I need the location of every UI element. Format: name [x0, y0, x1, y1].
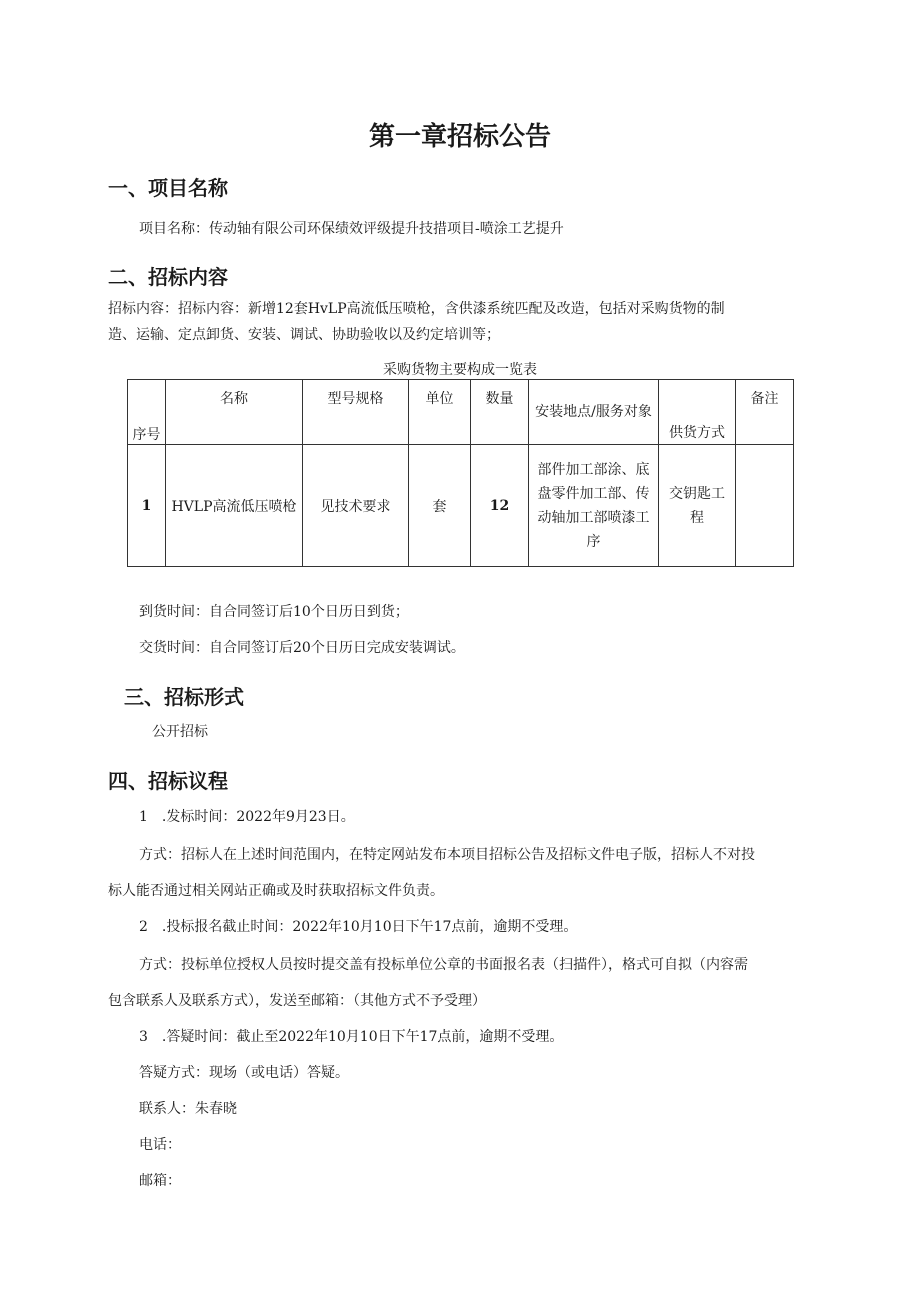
method-1-line-2: 标人能否通过相关网站正确或及时获取招标文件负责。 — [108, 883, 444, 899]
section-1-heading: 一、项目名称 — [108, 176, 228, 200]
header-supply: 供货方式 — [659, 380, 736, 445]
header-note: 备注 — [736, 380, 794, 445]
method-1-line-1: 方式：招标人在上述时间范围内，在特定网站发布本项目招标公告及招标文件电子版，招标人不对投 — [139, 847, 755, 863]
cell-supply: 交钥匙工程 — [659, 445, 736, 567]
header-model: 型号规格 — [303, 380, 409, 445]
tender-form: 公开招标 — [152, 724, 208, 740]
delivery-time: 交货时间：自合同签订后20个日历日完成安装调试。 — [139, 640, 465, 656]
section-3-heading: 三、招标形式 — [124, 685, 244, 709]
header-qty: 数量 — [471, 380, 529, 445]
section-4-heading: 四、招标议程 — [108, 769, 228, 793]
header-unit: 单位 — [409, 380, 471, 445]
table-caption: 采购货物主要构成一览表 — [383, 362, 537, 378]
table-row — [128, 445, 794, 567]
content-line-1: 招标内容：招标内容：新增12套HvLP高流低压喷枪，含供漆系统匹配及改造，包括对采购货物的制 — [108, 301, 725, 317]
email-label: 邮箱： — [139, 1173, 181, 1189]
method-2-line-1: 方式：投标单位授权人员按时提交盖有投标单位公章的书面报名表（扫描件），格式可自拟（内容需 — [139, 957, 748, 973]
cell-name: HVLP高流低压喷枪 — [166, 445, 303, 567]
agenda-item-3: 3 .答疑时间：截止至2022年10月10日下午17点前，逾期不受理。 — [139, 1029, 564, 1045]
arrival-time: 到货时间：自合同签订后10个日历日到货； — [139, 604, 409, 620]
agenda-item-1: 1 .发标时间：2022年9月23日。 — [139, 809, 355, 825]
project-name-line: 项目名称：传动轴有限公司环保绩效评级提升技措项目-喷涂工艺提升 — [139, 221, 564, 237]
agenda-item-2: 2 .投标报名截止时间：2022年10月10日下午17点前，逾期不受理。 — [139, 919, 578, 935]
goods-table — [127, 379, 794, 567]
qa-method: 答疑方式：现场（或电话）答疑。 — [139, 1065, 349, 1081]
section-2-heading: 二、招标内容 — [108, 265, 228, 289]
cell-place: 部件加工部涂、底盘零件加工部、传动轴加工部喷漆工序 — [529, 445, 659, 567]
contact-person: 联系人：朱春晓 — [139, 1101, 237, 1117]
header-place: 安装地点/服务对象 — [529, 380, 659, 445]
content-line-2: 造、运输、定点卸货、安装、调试、协助验收以及约定培训等； — [108, 327, 500, 343]
page-title: 第一章招标公告 — [368, 122, 551, 152]
table-header-row — [128, 380, 794, 445]
header-seq: 序号 — [128, 380, 166, 445]
method-2-line-2: 包含联系人及联系方式），发送至邮箱：（其他方式不予受理） — [108, 993, 486, 1009]
cell-seq: 1 — [128, 445, 166, 567]
cell-unit: 套 — [409, 445, 471, 567]
cell-qty: 12 — [471, 445, 529, 567]
header-name: 名称 — [166, 380, 303, 445]
cell-note — [736, 445, 794, 567]
phone-label: 电话： — [139, 1137, 181, 1153]
cell-model: 见技术要求 — [303, 445, 409, 567]
